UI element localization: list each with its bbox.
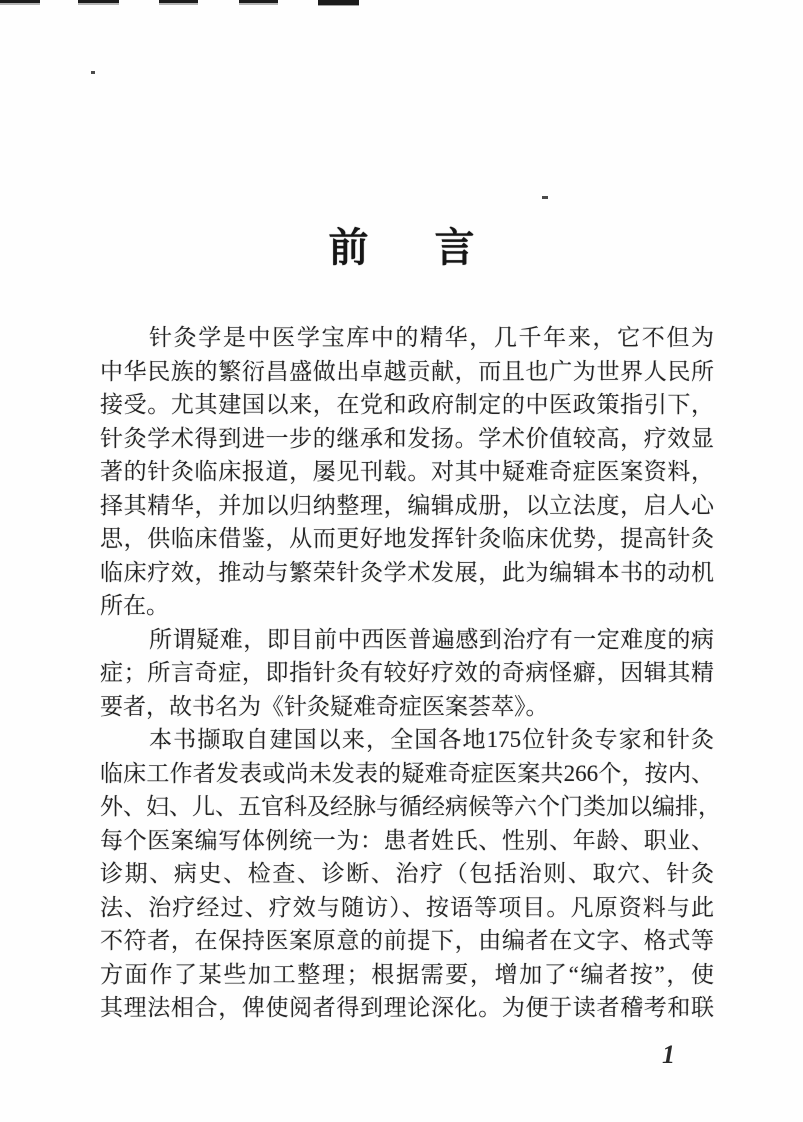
body-line: 本书撷取自建国以来，全国各地175位针灸专家和针灸 (149, 727, 714, 752)
body-line: 著的针灸临床报道，屡见刊载。对其中疑难奇症医案资料， (100, 459, 714, 484)
scan-artifact-bar (239, 0, 278, 3)
body-line: 针灸学术得到进一步的继承和发扬。学术价值较高，疗效显 (100, 425, 714, 451)
body-line: 临床疗效，推动与繁荣针灸学术发展，此为编辑本书的动机 (100, 559, 714, 585)
body-line: 接受。尤其建国以来，在党和政府制定的中医政策指引下， (100, 392, 714, 417)
body-line: 中华民族的繁衍昌盛做出卓越贡献，而且也广为世界人民所 (100, 358, 714, 384)
scan-artifact-bar (318, 0, 359, 5)
body-line: 方面作了某些加工整理；根据需要，增加了“编者按”，使 (100, 961, 714, 987)
body-line: 症；所言奇症，即指针灸有较好疗效的奇病怪癖，因辑其精 (100, 660, 714, 685)
body-line: 不符者，在保持医案原意的前提下，由编者在文字、格式等 (100, 928, 714, 953)
page-number: 1 (662, 1040, 675, 1069)
body-line: 临床工作者发表或尚未发表的疑难奇症医案共266个，按内、 (100, 760, 714, 786)
preface-body (100, 321, 721, 1025)
scan-artifact-bar (159, 0, 198, 3)
scan-artifact-bar (78, 0, 119, 3)
body-line: 外、妇、儿、五官科及经脉与循经病候等六个门类加以编排， (100, 794, 721, 819)
page-title (0, 216, 803, 273)
scan-artifact-bar (0, 0, 40, 3)
scan-speck (91, 71, 95, 74)
body-line: 所谓疑难，即目前中西医普遍感到治疗有一定难度的病 (149, 626, 714, 652)
body-line: 要者，故书名为《针灸疑难奇症医案荟萃》。 (100, 693, 549, 719)
body-line: 思，供临床借鉴，从而更好地发挥针灸临床优势，提高针灸 (100, 526, 714, 551)
body-line: 诊期、病史、检查、诊断、治疗（包括治则、取穴、针灸 (100, 861, 714, 886)
body-line: 择其精华，并加以归纳整理，编辑成册，以立法度，启人心 (100, 492, 714, 518)
body-line: 每个医案编写体例统一为：患者姓氏、性别、年龄、职业、 (100, 827, 714, 853)
scan-speck (542, 196, 548, 199)
title-char: 言 (434, 225, 475, 270)
title-char: 前 (328, 225, 369, 270)
body-line: 针灸学是中医学宝库中的精华，几千年来，它不但为 (149, 325, 714, 350)
body-line: 法、治疗经过、疗效与随访）、按语等项目。凡原资料与此 (100, 894, 714, 920)
body-line: 其理法相合，俾使阅者得到理论深化。为便于读者稽考和联 (100, 995, 714, 1020)
body-line: 所在。 (100, 593, 169, 618)
